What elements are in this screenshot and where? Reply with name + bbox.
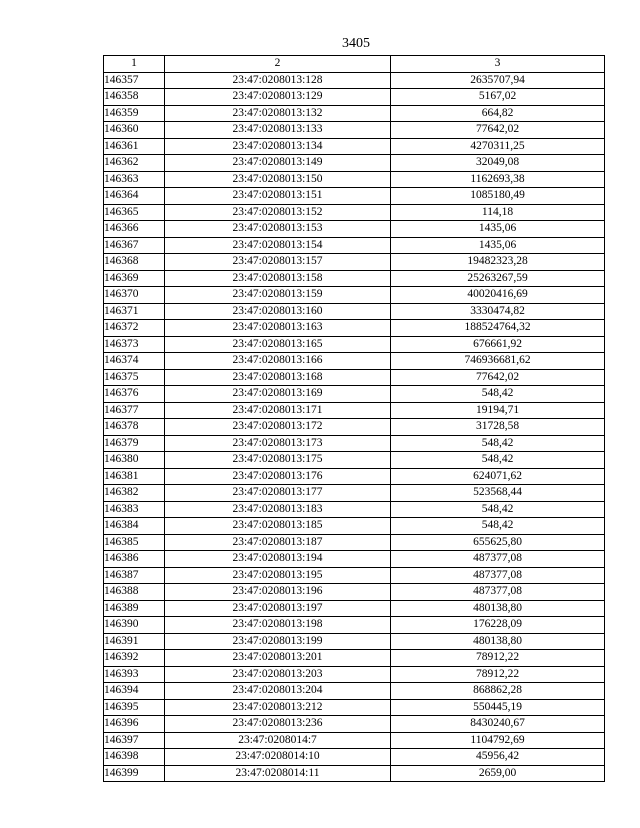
cadastral-number-cell: 23:47:0208013:171 bbox=[165, 402, 391, 419]
row-number-cell: 146367 bbox=[104, 237, 165, 254]
page-number: 3405 bbox=[342, 36, 370, 51]
cadastral-value-cell: 77642,02 bbox=[391, 122, 605, 139]
table-row bbox=[104, 89, 605, 106]
row-number-cell: 146364 bbox=[104, 188, 165, 205]
row-number-cell: 146383 bbox=[104, 501, 165, 518]
table-row bbox=[104, 435, 605, 452]
table-row bbox=[104, 551, 605, 568]
row-number-cell: 146382 bbox=[104, 485, 165, 502]
table-row bbox=[104, 765, 605, 782]
cadastral-value-cell: 868862,28 bbox=[391, 683, 605, 700]
table-row bbox=[104, 666, 605, 683]
row-number-cell: 146385 bbox=[104, 534, 165, 551]
table-row bbox=[104, 336, 605, 353]
cadastral-value-cell: 31728,58 bbox=[391, 419, 605, 436]
table-header-row bbox=[104, 56, 605, 73]
table-row bbox=[104, 600, 605, 617]
cadastral-number-cell: 23:47:0208013:151 bbox=[165, 188, 391, 205]
cadastral-number-cell: 23:47:0208013:149 bbox=[165, 155, 391, 172]
cadastral-number-cell: 23:47:0208013:195 bbox=[165, 567, 391, 584]
cadastral-number-cell: 23:47:0208013:177 bbox=[165, 485, 391, 502]
table-row bbox=[104, 221, 605, 238]
cadastral-number-cell: 23:47:0208013:158 bbox=[165, 270, 391, 287]
cadastral-value-cell: 548,42 bbox=[391, 435, 605, 452]
cadastral-number-cell: 23:47:0208014:10 bbox=[165, 749, 391, 766]
table-row bbox=[104, 270, 605, 287]
cadastral-value-cell: 624071,62 bbox=[391, 468, 605, 485]
row-number-cell: 146372 bbox=[104, 320, 165, 337]
cadastral-number-cell: 23:47:0208013:173 bbox=[165, 435, 391, 452]
cadastral-value-cell: 78912,22 bbox=[391, 666, 605, 683]
cadastral-value-cell: 548,42 bbox=[391, 452, 605, 469]
cadastral-value-cell: 1435,06 bbox=[391, 221, 605, 238]
table-row bbox=[104, 633, 605, 650]
row-number-cell: 146375 bbox=[104, 369, 165, 386]
cadastral-value-cell: 3330474,82 bbox=[391, 303, 605, 320]
row-number-cell: 146377 bbox=[104, 402, 165, 419]
cadastral-value-cell: 2659,00 bbox=[391, 765, 605, 782]
table-body bbox=[104, 56, 605, 782]
cadastral-value-cell: 25263267,59 bbox=[391, 270, 605, 287]
row-number-cell: 146374 bbox=[104, 353, 165, 370]
row-number-cell: 146386 bbox=[104, 551, 165, 568]
table-row bbox=[104, 303, 605, 320]
table-row bbox=[104, 749, 605, 766]
cadastral-number-cell: 23:47:0208013:199 bbox=[165, 633, 391, 650]
row-number-cell: 146384 bbox=[104, 518, 165, 535]
row-number-cell: 146394 bbox=[104, 683, 165, 700]
cadastral-value-cell: 40020416,69 bbox=[391, 287, 605, 304]
table-row bbox=[104, 452, 605, 469]
cadastral-value-cell: 655625,80 bbox=[391, 534, 605, 551]
cadastral-number-cell: 23:47:0208013:128 bbox=[165, 72, 391, 89]
cadastral-number-cell: 23:47:0208013:212 bbox=[165, 699, 391, 716]
cadastral-number-cell: 23:47:0208013:183 bbox=[165, 501, 391, 518]
column-header-2: 2 bbox=[165, 56, 391, 73]
row-number-cell: 146387 bbox=[104, 567, 165, 584]
row-number-cell: 146370 bbox=[104, 287, 165, 304]
cadastral-number-cell: 23:47:0208013:176 bbox=[165, 468, 391, 485]
cadastral-value-cell: 480138,80 bbox=[391, 633, 605, 650]
column-header-1: 1 bbox=[104, 56, 165, 73]
cadastral-value-cell: 487377,08 bbox=[391, 551, 605, 568]
cadastral-value-cell: 1085180,49 bbox=[391, 188, 605, 205]
cadastral-value-cell: 550445,19 bbox=[391, 699, 605, 716]
row-number-cell: 146379 bbox=[104, 435, 165, 452]
table-row bbox=[104, 716, 605, 733]
row-number-cell: 146395 bbox=[104, 699, 165, 716]
cadastral-number-cell: 23:47:0208013:166 bbox=[165, 353, 391, 370]
table-row bbox=[104, 171, 605, 188]
table-row bbox=[104, 122, 605, 139]
cadastral-value-cell: 114,18 bbox=[391, 204, 605, 221]
row-number-cell: 146357 bbox=[104, 72, 165, 89]
row-number-cell: 146398 bbox=[104, 749, 165, 766]
cadastral-number-cell: 23:47:0208014:11 bbox=[165, 765, 391, 782]
cadastral-value-table bbox=[103, 55, 605, 782]
cadastral-number-cell: 23:47:0208013:152 bbox=[165, 204, 391, 221]
row-number-cell: 146365 bbox=[104, 204, 165, 221]
cadastral-value-cell: 523568,44 bbox=[391, 485, 605, 502]
cadastral-value-cell: 78912,22 bbox=[391, 650, 605, 667]
cadastral-value-cell: 45956,42 bbox=[391, 749, 605, 766]
cadastral-number-cell: 23:47:0208013:150 bbox=[165, 171, 391, 188]
cadastral-number-cell: 23:47:0208013:185 bbox=[165, 518, 391, 535]
cadastral-value-cell: 188524764,32 bbox=[391, 320, 605, 337]
table-row bbox=[104, 402, 605, 419]
cadastral-number-cell: 23:47:0208013:134 bbox=[165, 138, 391, 155]
cadastral-number-cell: 23:47:0208014:7 bbox=[165, 732, 391, 749]
cadastral-value-cell: 548,42 bbox=[391, 501, 605, 518]
cadastral-value-cell: 1104792,69 bbox=[391, 732, 605, 749]
cadastral-value-cell: 676661,92 bbox=[391, 336, 605, 353]
table-row bbox=[104, 138, 605, 155]
row-number-cell: 146361 bbox=[104, 138, 165, 155]
cadastral-value-cell: 176228,09 bbox=[391, 617, 605, 634]
cadastral-value-cell: 487377,08 bbox=[391, 567, 605, 584]
table-row bbox=[104, 518, 605, 535]
row-number-cell: 146358 bbox=[104, 89, 165, 106]
row-number-cell: 146360 bbox=[104, 122, 165, 139]
cadastral-value-cell: 746936681,62 bbox=[391, 353, 605, 370]
cadastral-number-cell: 23:47:0208013:198 bbox=[165, 617, 391, 634]
row-number-cell: 146362 bbox=[104, 155, 165, 172]
cadastral-number-cell: 23:47:0208013:204 bbox=[165, 683, 391, 700]
row-number-cell: 146381 bbox=[104, 468, 165, 485]
table-row bbox=[104, 237, 605, 254]
cadastral-value-cell: 8430240,67 bbox=[391, 716, 605, 733]
cadastral-number-cell: 23:47:0208013:201 bbox=[165, 650, 391, 667]
table-row bbox=[104, 287, 605, 304]
cadastral-number-cell: 23:47:0208013:175 bbox=[165, 452, 391, 469]
table-row bbox=[104, 155, 605, 172]
cadastral-value-cell: 32049,08 bbox=[391, 155, 605, 172]
cadastral-value-cell: 4270311,25 bbox=[391, 138, 605, 155]
table-row bbox=[104, 419, 605, 436]
table-row bbox=[104, 353, 605, 370]
row-number-cell: 146368 bbox=[104, 254, 165, 271]
table-row bbox=[104, 254, 605, 271]
cadastral-number-cell: 23:47:0208013:160 bbox=[165, 303, 391, 320]
cadastral-number-cell: 23:47:0208013:169 bbox=[165, 386, 391, 403]
table-row bbox=[104, 650, 605, 667]
row-number-cell: 146389 bbox=[104, 600, 165, 617]
cadastral-value-cell: 548,42 bbox=[391, 386, 605, 403]
table-row bbox=[104, 386, 605, 403]
cadastral-number-cell: 23:47:0208013:163 bbox=[165, 320, 391, 337]
table-row bbox=[104, 617, 605, 634]
cadastral-number-cell: 23:47:0208013:129 bbox=[165, 89, 391, 106]
table-row bbox=[104, 468, 605, 485]
cadastral-value-cell: 487377,08 bbox=[391, 584, 605, 601]
cadastral-value-cell: 19194,71 bbox=[391, 402, 605, 419]
row-number-cell: 146363 bbox=[104, 171, 165, 188]
cadastral-value-cell: 548,42 bbox=[391, 518, 605, 535]
row-number-cell: 146396 bbox=[104, 716, 165, 733]
table-row bbox=[104, 320, 605, 337]
cadastral-value-cell: 77642,02 bbox=[391, 369, 605, 386]
table-row bbox=[104, 501, 605, 518]
cadastral-number-cell: 23:47:0208013:159 bbox=[165, 287, 391, 304]
cadastral-value-cell: 19482323,28 bbox=[391, 254, 605, 271]
cadastral-number-cell: 23:47:0208013:168 bbox=[165, 369, 391, 386]
cadastral-number-cell: 23:47:0208013:154 bbox=[165, 237, 391, 254]
cadastral-number-cell: 23:47:0208013:187 bbox=[165, 534, 391, 551]
cadastral-value-cell: 2635707,94 bbox=[391, 72, 605, 89]
cadastral-number-cell: 23:47:0208013:157 bbox=[165, 254, 391, 271]
table-row bbox=[104, 188, 605, 205]
cadastral-number-cell: 23:47:0208013:133 bbox=[165, 122, 391, 139]
cadastral-value-cell: 664,82 bbox=[391, 105, 605, 122]
cadastral-number-cell: 23:47:0208013:194 bbox=[165, 551, 391, 568]
cadastral-value-cell: 480138,80 bbox=[391, 600, 605, 617]
cadastral-number-cell: 23:47:0208013:165 bbox=[165, 336, 391, 353]
cadastral-number-cell: 23:47:0208013:236 bbox=[165, 716, 391, 733]
row-number-cell: 146393 bbox=[104, 666, 165, 683]
cadastral-value-cell: 1162693,38 bbox=[391, 171, 605, 188]
row-number-cell: 146359 bbox=[104, 105, 165, 122]
row-number-cell: 146380 bbox=[104, 452, 165, 469]
row-number-cell: 146366 bbox=[104, 221, 165, 238]
row-number-cell: 146397 bbox=[104, 732, 165, 749]
row-number-cell: 146391 bbox=[104, 633, 165, 650]
cadastral-number-cell: 23:47:0208013:203 bbox=[165, 666, 391, 683]
cadastral-number-cell: 23:47:0208013:197 bbox=[165, 600, 391, 617]
row-number-cell: 146371 bbox=[104, 303, 165, 320]
table-row bbox=[104, 534, 605, 551]
row-number-cell: 146378 bbox=[104, 419, 165, 436]
table-row bbox=[104, 204, 605, 221]
table-row bbox=[104, 105, 605, 122]
column-header-3: 3 bbox=[391, 56, 605, 73]
cadastral-number-cell: 23:47:0208013:172 bbox=[165, 419, 391, 436]
row-number-cell: 146390 bbox=[104, 617, 165, 634]
cadastral-number-cell: 23:47:0208013:196 bbox=[165, 584, 391, 601]
table-row bbox=[104, 369, 605, 386]
cadastral-number-cell: 23:47:0208013:153 bbox=[165, 221, 391, 238]
row-number-cell: 146373 bbox=[104, 336, 165, 353]
table-row bbox=[104, 567, 605, 584]
cadastral-value-cell: 5167,02 bbox=[391, 89, 605, 106]
row-number-cell: 146369 bbox=[104, 270, 165, 287]
row-number-cell: 146388 bbox=[104, 584, 165, 601]
row-number-cell: 146376 bbox=[104, 386, 165, 403]
cadastral-number-cell: 23:47:0208013:132 bbox=[165, 105, 391, 122]
table-row bbox=[104, 485, 605, 502]
table-row bbox=[104, 584, 605, 601]
cadastral-value-cell: 1435,06 bbox=[391, 237, 605, 254]
table-row bbox=[104, 683, 605, 700]
table-row bbox=[104, 72, 605, 89]
row-number-cell: 146399 bbox=[104, 765, 165, 782]
row-number-cell: 146392 bbox=[104, 650, 165, 667]
table-row bbox=[104, 732, 605, 749]
table-row bbox=[104, 699, 605, 716]
